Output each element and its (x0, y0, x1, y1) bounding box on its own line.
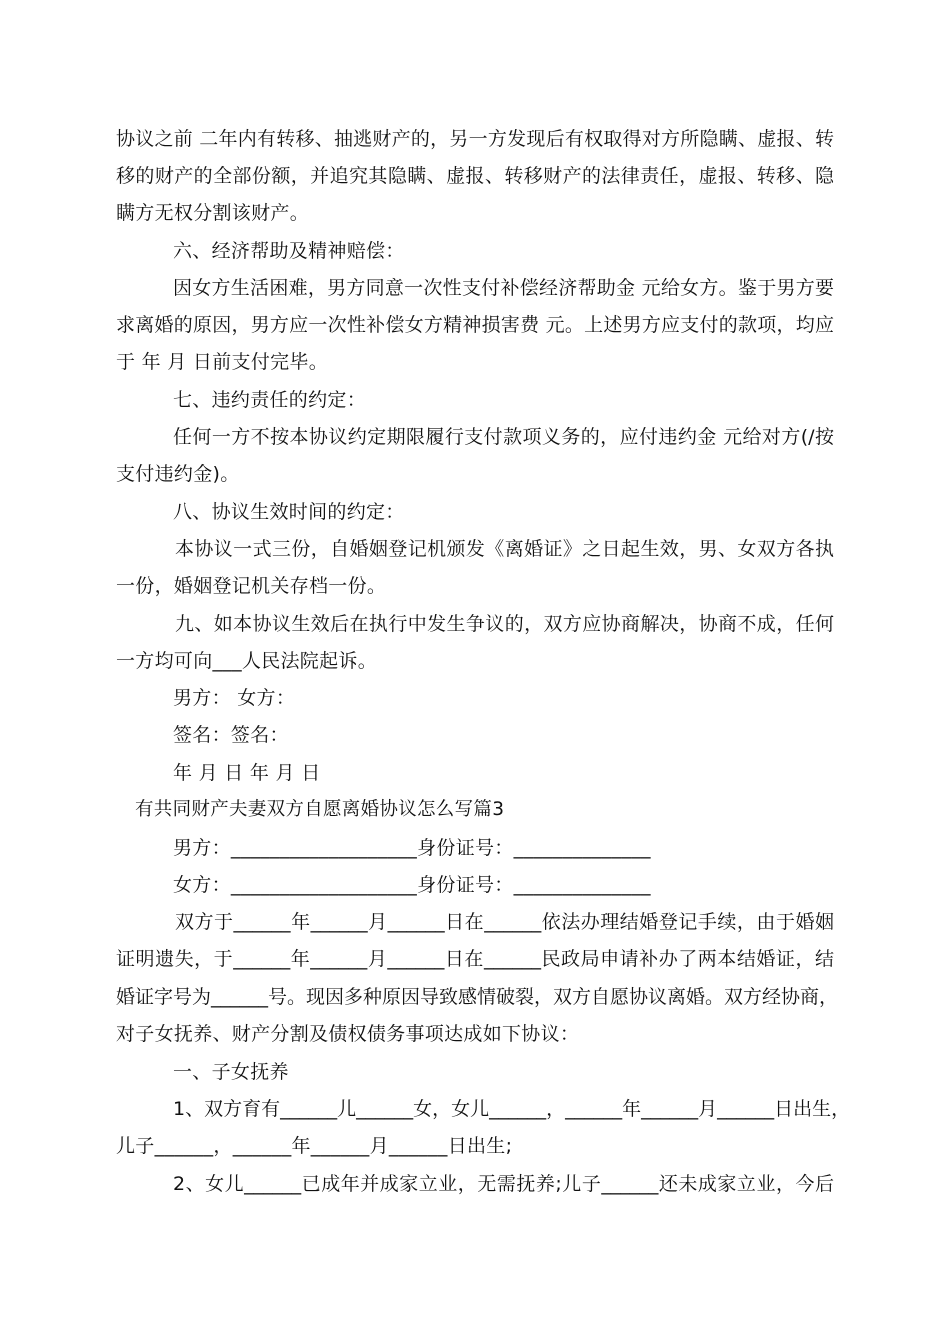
paragraph-line: 求离婚的原因，男方应一次性补偿女方精神损害费 元。上述男方应支付的款项，均应 (116, 314, 834, 336)
paragraph-line: 因女方生活困难，男方同意一次性支付补偿经济帮助金 元给女方。鉴于男方要 (173, 277, 834, 299)
paragraph-line: 对子女抚养、财产分割及债权债务事项达成如下协议： (116, 1023, 580, 1045)
paragraph-line: 2、女儿______已成年并成家立业，无需抚养;儿子______还未成家立业，今后 (173, 1173, 834, 1195)
signature-parties: 男方： 女方： (173, 687, 296, 709)
paragraph-line: 任何一方不按本协议约定期限履行支付款项义务的，应付违约金 元给对方(/按 (173, 426, 834, 448)
paragraph-line: 瞒方无权分割该财产。 (116, 202, 310, 224)
section-heading: 一、子女抚养 (173, 1061, 289, 1083)
paragraph-line: 一方均可向___人民法院起诉。 (116, 650, 378, 672)
signature-line: 签名：签名： (173, 724, 289, 746)
section-heading: 六、经济帮助及精神赔偿： (173, 240, 405, 262)
section-heading: 七、违约责任的约定： (173, 389, 367, 411)
paragraph-line: 支付违约金)。 (116, 463, 240, 485)
paragraph-line: 移的财产的全部份额，并追究其隐瞒、虚报、转移财产的法律责任，虚报、转移、隐 (116, 165, 834, 187)
form-line-man: 男方：___________________身份证号：______________ (173, 837, 651, 859)
form-line-woman: 女方：___________________身份证号：______________ (173, 874, 651, 896)
paragraph-line: 证明遗失，于______年______月______日在______民政局申请补办了两本结婚证，结 (116, 948, 834, 970)
paragraph-line: 于 年 月 日前支付完毕。 (116, 351, 329, 373)
paragraph-line: 儿子______，______年______月______日出生; (116, 1135, 513, 1157)
article-title: 有共同财产夫妻双方自愿离婚协议怎么写篇3 (135, 799, 505, 820)
paragraph-line: 双方于______年______月______日在______依法办理结婚登记手续，由于婚姻 (175, 911, 834, 933)
paragraph-line: 一份，婚姻登记机关存档一份。 (116, 575, 387, 597)
paragraph-line: 九、如本协议生效后在执行中发生争议的，双方应协商解决，协商不成，任何 (175, 613, 834, 635)
date-line: 年 月 日 年 月 日 (173, 762, 321, 784)
section-heading: 八、协议生效时间的约定： (173, 501, 405, 523)
paragraph-line: 婚证字号为______号。现因多种原因导致感情破裂，双方自愿协议离婚。双方经协商， (116, 986, 839, 1008)
paragraph-line: 1、双方育有______儿______女，女儿______，______年______月______日出生， (173, 1098, 851, 1120)
paragraph-line: 协议之前 二年内有转移、抽逃财产的，另一方发现后有权取得对方所隐瞒、虚报、转 (116, 128, 834, 150)
paragraph-line: 本协议一式三份，自婚姻登记机颁发《离婚证》之日起生效，男、女双方各执 (175, 538, 834, 560)
